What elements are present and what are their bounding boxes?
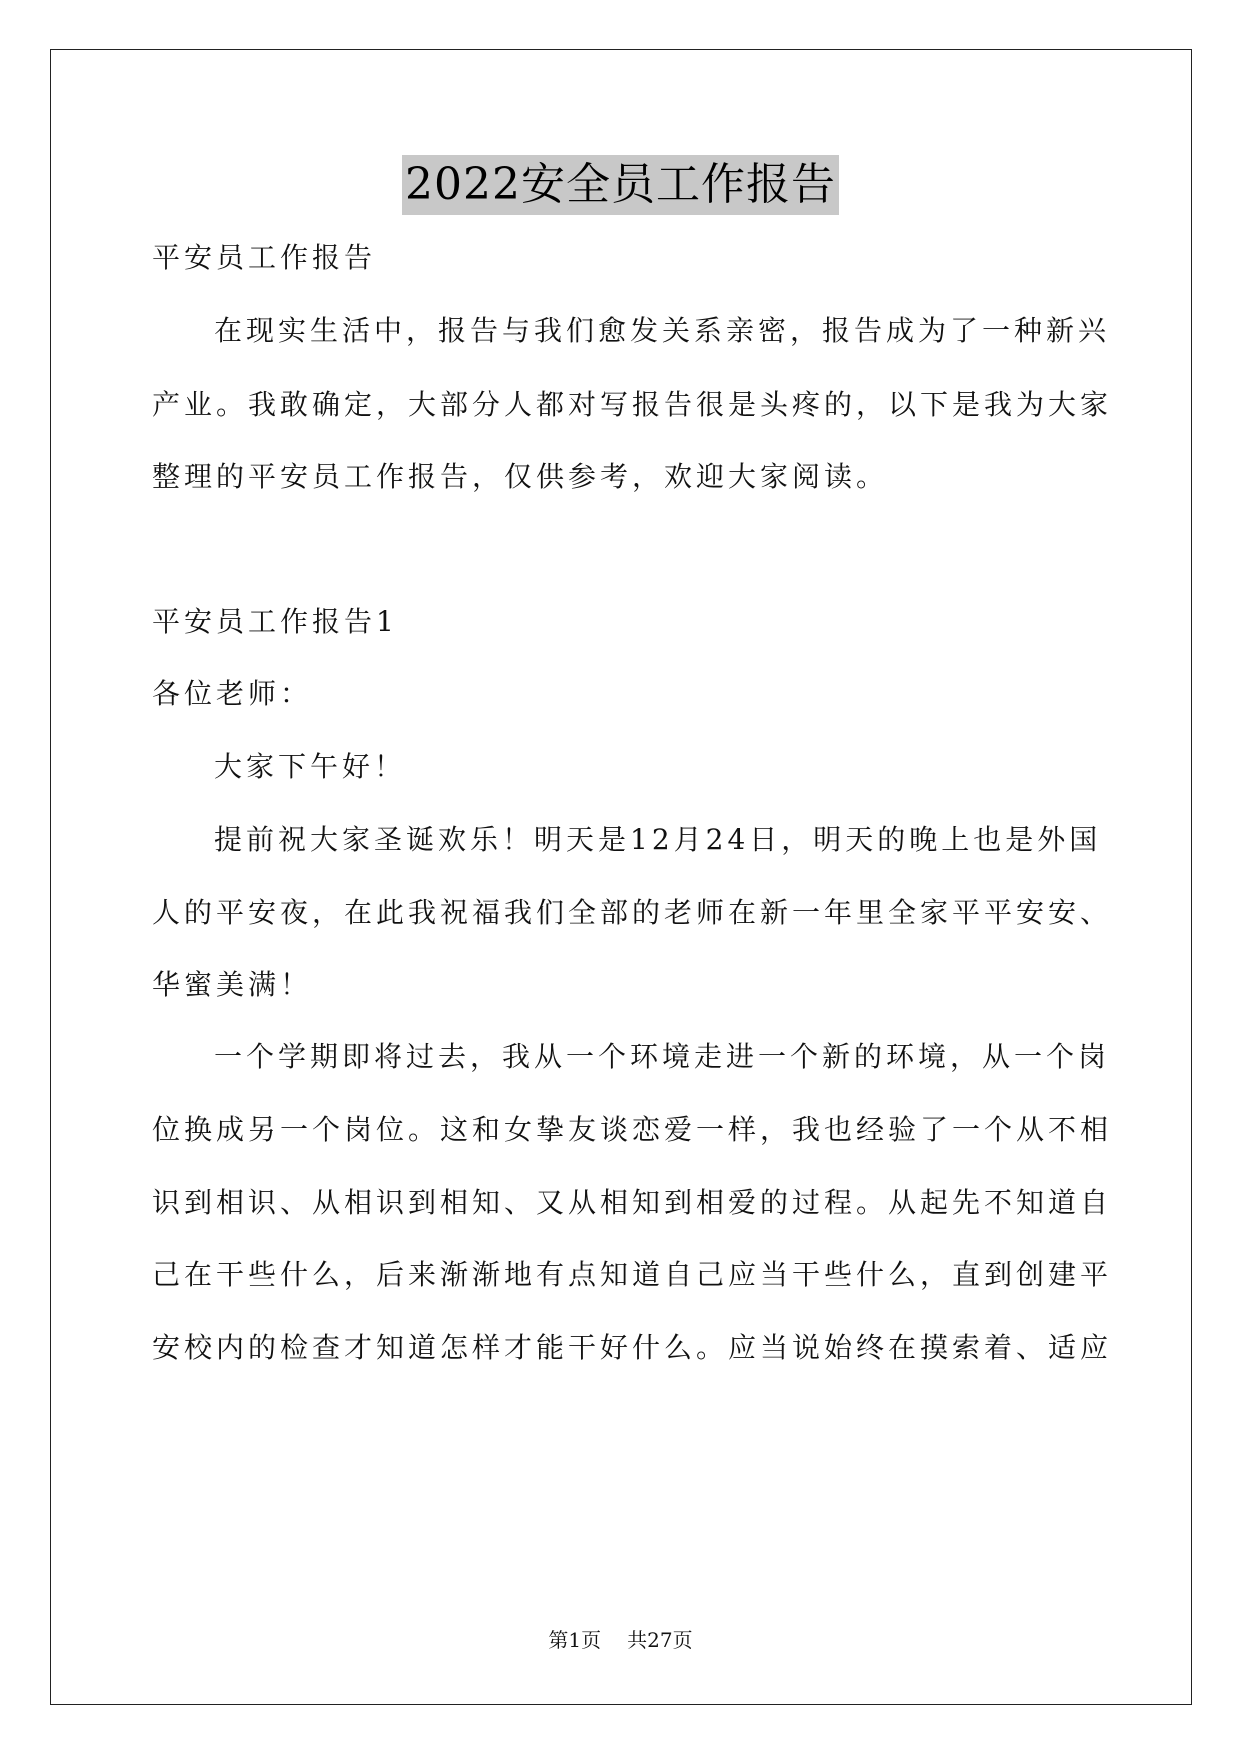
paragraph-line: 位换成另一个岗位。这和女挚友谈恋爱一样，我也经验了一个从不相 (152, 1113, 1113, 1146)
paragraph-line: 提前祝大家圣诞欢乐！明天是12月24日，明天的晚上也是外国 (214, 823, 1102, 856)
section-heading: 平安员工作报告1 (152, 605, 398, 638)
paragraph-line: 整理的平安员工作报告，仅供参考，欢迎大家阅读。 (152, 460, 889, 493)
paragraph-line: 己在干些什么，后来渐渐地有点知道自己应当干些什么，直到创建平 (152, 1258, 1113, 1291)
page-total: 共27页 (627, 1628, 693, 1652)
paragraph-line: 识到相识、从相识到相知、又从相知到相爱的过程。从起先不知道自 (152, 1186, 1113, 1219)
section-heading: 平安员工作报告 (152, 241, 377, 274)
page-footer (0, 1626, 1241, 1654)
title-wrapper (0, 155, 1241, 215)
paragraph-line: 产业。我敢确定，大部分人都对写报告很是头疼的，以下是我为大家 (152, 388, 1113, 421)
paragraph-line: 安校内的检查才知道怎样才能干好什么。应当说始终在摸索着、适应 (152, 1331, 1113, 1364)
greeting: 大家下午好！ (214, 750, 407, 783)
page-border (50, 49, 1192, 1705)
paragraph-line: 人的平安夜，在此我祝福我们全部的老师在新一年里全家平平安安、 (152, 896, 1113, 929)
salutation: 各位老师： (152, 677, 313, 710)
document-title: 2022安全员工作报告 (402, 155, 839, 215)
paragraph-line: 华蜜美满！ (152, 968, 313, 1001)
page-number: 第1页 (548, 1628, 602, 1652)
paragraph-line: 在现实生活中，报告与我们愈发关系亲密，报告成为了一种新兴 (214, 314, 1111, 347)
paragraph-line: 一个学期即将过去，我从一个环境走进一个新的环境，从一个岗 (214, 1040, 1111, 1073)
